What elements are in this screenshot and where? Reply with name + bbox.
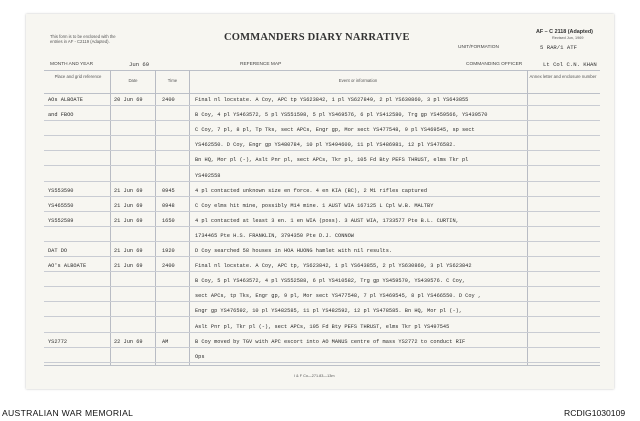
ruled-line (44, 271, 600, 272)
entry-place: and FBOO (48, 112, 74, 119)
header-rule-bottom (44, 93, 600, 94)
ruled-line (44, 181, 600, 182)
entry-event-text: Final nl locstate. A Coy, APC tp, YS623842, 1 pl YS643855, 2 pl YS630860, 3 pl YS623842 (195, 263, 472, 270)
entry-event-text: 1734465 Pte H.S. FRANKLIN, 3794350 Pte D.J. CONNOW (195, 232, 354, 239)
column-divider-date (110, 70, 111, 365)
ruled-line (44, 135, 600, 136)
entry-place: YS553590 (48, 187, 74, 194)
entry-event-text: D Coy searched 58 houses in HOA HUONG hamlet with nil results. (195, 248, 393, 254)
ruled-line (44, 105, 600, 106)
ruled-line (44, 241, 600, 242)
archive-reference: RCDIG1030109 (564, 408, 626, 418)
entry-time: 1650 (162, 217, 175, 224)
ruled-line (44, 286, 600, 287)
form-code: AF – C 2118 (Adapted) (536, 29, 593, 35)
header-rule-top (44, 70, 600, 71)
ruled-line (44, 150, 600, 151)
ruled-line (44, 196, 600, 197)
column-header-annex: Annex letter and enclosure number (529, 74, 597, 79)
column-divider-event (189, 70, 190, 365)
entry-event-text: C Coy elms hit mine, possibly M14 mine. 1 AUST WIA 167125 L Cpl W.B. MALTBY (195, 202, 434, 209)
printer-imprint: I & F Co—271.83—13m (294, 374, 335, 378)
ruled-line (44, 165, 600, 166)
entry-date: 21 Jun 69 (114, 263, 143, 270)
entry-event-text: Engr gp YS476592, 10 pl YS482585, 11 pl YS482592, 12 pl YS478585. Bn HQ, Mor pl (-), (195, 308, 463, 315)
enclosure-note: This form is to be enclosed with the entries in AF - C2119 (Adapted). (50, 34, 116, 44)
entry-place: AO's ALBOATE (48, 263, 87, 270)
unit-label: UNIT/FORMATION (458, 45, 499, 50)
entry-event-text: YS462550. D Coy, Engr gp YS480784, 10 pl YS494600, 11 pl YS486981, 12 pl YS476582. (195, 142, 456, 149)
entry-event-text: Final nl locstate. A Coy, APC tp YS623842, 1 pl YS627849, 2 pl YS630860, 3 pl YS643855 (195, 97, 469, 103)
column-header-date: Date (128, 78, 138, 83)
ruled-line (44, 226, 600, 227)
archive-name: AUSTRALIAN WAR MEMORIAL (2, 408, 134, 418)
entry-event-text: B Coy, 5 pl YS463572, 4 pl YS552588, 6 pl YS410582, Trg gp YS459570, YS439576. C Coy, (195, 278, 466, 285)
entry-event-text: sect APCs, tp Tks, Engr gp, 9 pl, Mor sect YS477548, 7 pl YS469545, 8 pl YS466550. D Coy , (195, 293, 482, 300)
ruled-line (44, 316, 600, 317)
entry-event-text: Bn HQ, Mor pl (-), Aslt Pnr pl, sect APCs, Tkr pl, 105 Fd Bty PEFS THRUST, elms Tkr pl (195, 157, 469, 164)
commanding-officer-value: Lt Col C.N. KHAN (543, 61, 597, 68)
ruled-line (44, 256, 600, 257)
column-header-event: Event or information (338, 78, 378, 83)
table-rule-bottom (44, 365, 600, 366)
entry-date: 21 Jun 69 (114, 187, 143, 194)
entry-place: YS552589 (48, 217, 74, 224)
entry-place: YS2772 (48, 338, 68, 345)
entry-event-text: 4 pl contacted at least 3 en. 1 en WIA (poss). 3 AUST WIA, 1733577 Pte B.L. CURTIN, (195, 217, 459, 224)
diary-page (26, 14, 614, 389)
month-year-value: Jun 69 (129, 61, 150, 68)
entry-event-text: C Coy, 7 pl, 8 pl, Tp Tks, sect APCs, Engr gp, Mor sect YS477548, 9 pl YS469545, sp sect (195, 127, 475, 134)
entry-date: 21 Jun 69 (114, 217, 143, 224)
entry-time: AM (162, 338, 169, 345)
month-year-label: MONTH AND YEAR (50, 62, 94, 67)
column-divider-time (155, 70, 156, 365)
revised-date: Revised Jun, 1969 (552, 36, 584, 40)
commanding-officer-label: COMMANDING OFFICER (466, 62, 523, 67)
form-title: COMMANDERS DIARY NARRATIVE (224, 32, 410, 43)
ruled-line (44, 301, 600, 302)
entry-place: DAT DO (48, 248, 68, 254)
entry-place: AOs ALBOATE (48, 97, 83, 103)
ruled-line (44, 362, 600, 363)
archive-footer (0, 402, 640, 421)
entry-time: 0945 (162, 187, 175, 194)
ruled-line (44, 347, 600, 348)
entry-date: 22 Jun 69 (114, 338, 143, 345)
reference-map-label: REFERENCE MAP (240, 62, 282, 67)
entry-date: 20 Jun 69 (114, 97, 143, 103)
entry-time: 1920 (162, 248, 175, 254)
ruled-line (44, 332, 600, 333)
column-header-time: Time (167, 78, 178, 83)
entry-time: 2400 (162, 263, 175, 270)
entry-event-text: 4 pl contacted unknown size en force. 4 en KIA (BC), 2 M1 rifles captured (195, 187, 428, 194)
entry-event-text: B Coy moved by TGV with APC escort into AO MANUS centre of mass YS2772 to conduct RIF (195, 338, 466, 345)
entry-place: YS465550 (48, 202, 74, 209)
column-divider-annex (527, 70, 528, 365)
unit-value: 5 RAR/1 ATF (540, 44, 577, 51)
entry-time: 0948 (162, 202, 175, 209)
entry-date: 21 Jun 69 (114, 202, 143, 209)
entry-event-text: YS492558 (195, 172, 221, 179)
ruled-line (44, 120, 600, 121)
entry-event-text: Aslt Pnr pl, Tkr pl (-), sect APCs, 105 Fd Bty PEFS THRUST, elms Tkr pl YS497545 (195, 323, 450, 330)
column-header-place: Place and grid reference (54, 74, 102, 79)
entry-date: 21 Jun 69 (114, 248, 143, 254)
ruled-line (44, 211, 600, 212)
entry-event-text: B Coy, 4 pl YS463572, 5 pl YS551598, 5 pl YS469576, 6 pl YS412580, Trg gp YS459566, YS439570 (195, 112, 488, 119)
entry-time: 2400 (162, 97, 175, 103)
entry-event-text: Ops (195, 353, 205, 360)
